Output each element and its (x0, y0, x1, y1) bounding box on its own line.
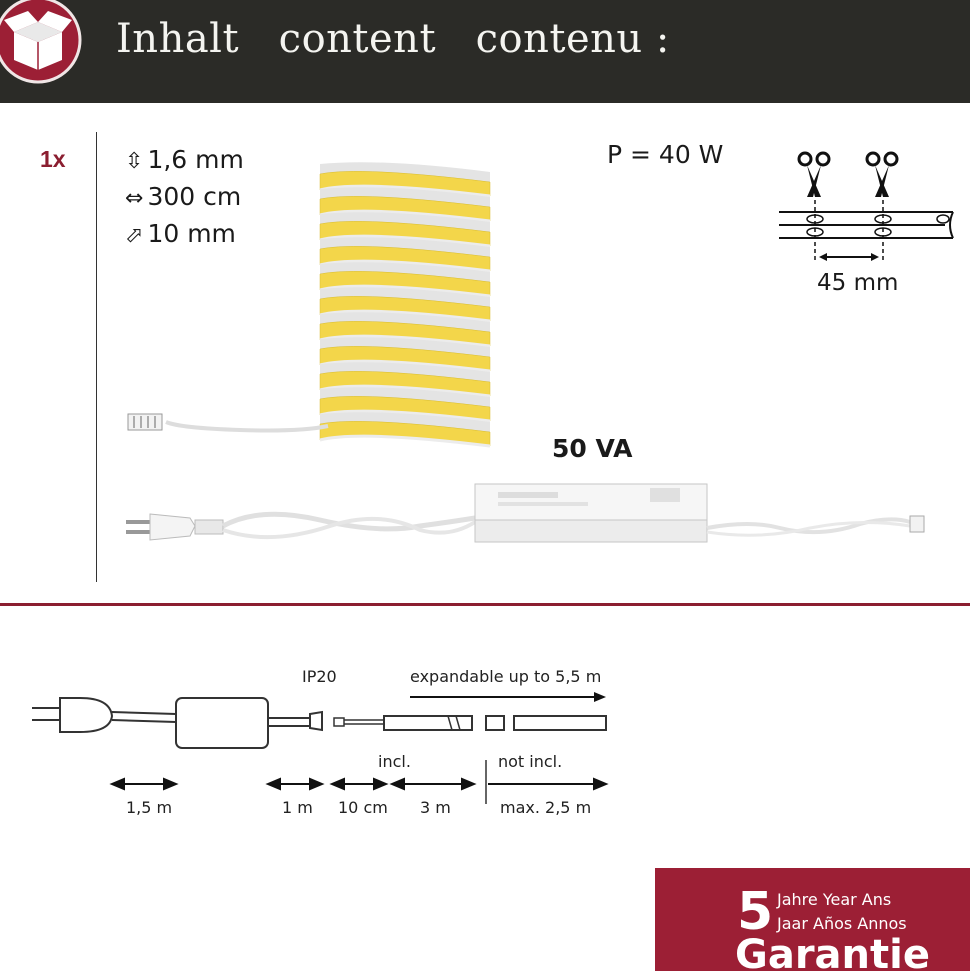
length-label-strip: 3 m (420, 798, 451, 817)
spec-height: ⇳ 1,6 mm (125, 145, 244, 174)
warranty-badge (655, 868, 970, 978)
header-bar (0, 0, 970, 103)
length-label-connector: 10 cm (338, 798, 388, 817)
section-divider-vertical (96, 132, 97, 582)
length-arrow-icon: ⇔ (125, 186, 144, 211)
ip-rating-label: IP20 (302, 667, 337, 686)
scissors-icon (867, 153, 897, 197)
page-title: Inhalt content contenu : (116, 16, 670, 62)
warranty-title: Garantie (735, 932, 930, 978)
warranty-line-1: Jahre Year Ans (777, 890, 892, 909)
height-arrow-icon: ⇳ (125, 149, 144, 174)
width-arrow-icon: ⬀ (125, 223, 144, 248)
cut-interval-label: 45 mm (817, 270, 899, 296)
euro-plug-icon (32, 698, 112, 732)
included-label: incl. (378, 752, 411, 771)
scissors-icon (799, 153, 829, 197)
length-arrows (0, 770, 640, 800)
quantity-label: 1x (40, 146, 66, 172)
not-included-label: not incl. (498, 752, 563, 771)
driver-rating-label: 50 VA (552, 434, 633, 463)
led-strip-reel-icon (120, 140, 500, 440)
power-label: P = 40 W (607, 140, 724, 169)
warranty-years: 5 (737, 882, 774, 942)
length-label-plug-cable: 1,5 m (126, 798, 173, 817)
spec-width: ⬀ 10 mm (125, 219, 236, 248)
spec-length: ⇔ 300 cm (125, 182, 242, 211)
warranty-line-2: Jaar Años Annos (777, 914, 907, 933)
expandable-label: expandable up to 5,5 m (410, 667, 602, 686)
cut-marking-illustration (775, 145, 960, 265)
power-supply-icon (120, 470, 930, 560)
open-box-icon (0, 0, 84, 84)
length-label-driver-cable: 1 m (282, 798, 313, 817)
length-label-extension: max. 2,5 m (500, 798, 592, 817)
section-divider (0, 603, 970, 606)
